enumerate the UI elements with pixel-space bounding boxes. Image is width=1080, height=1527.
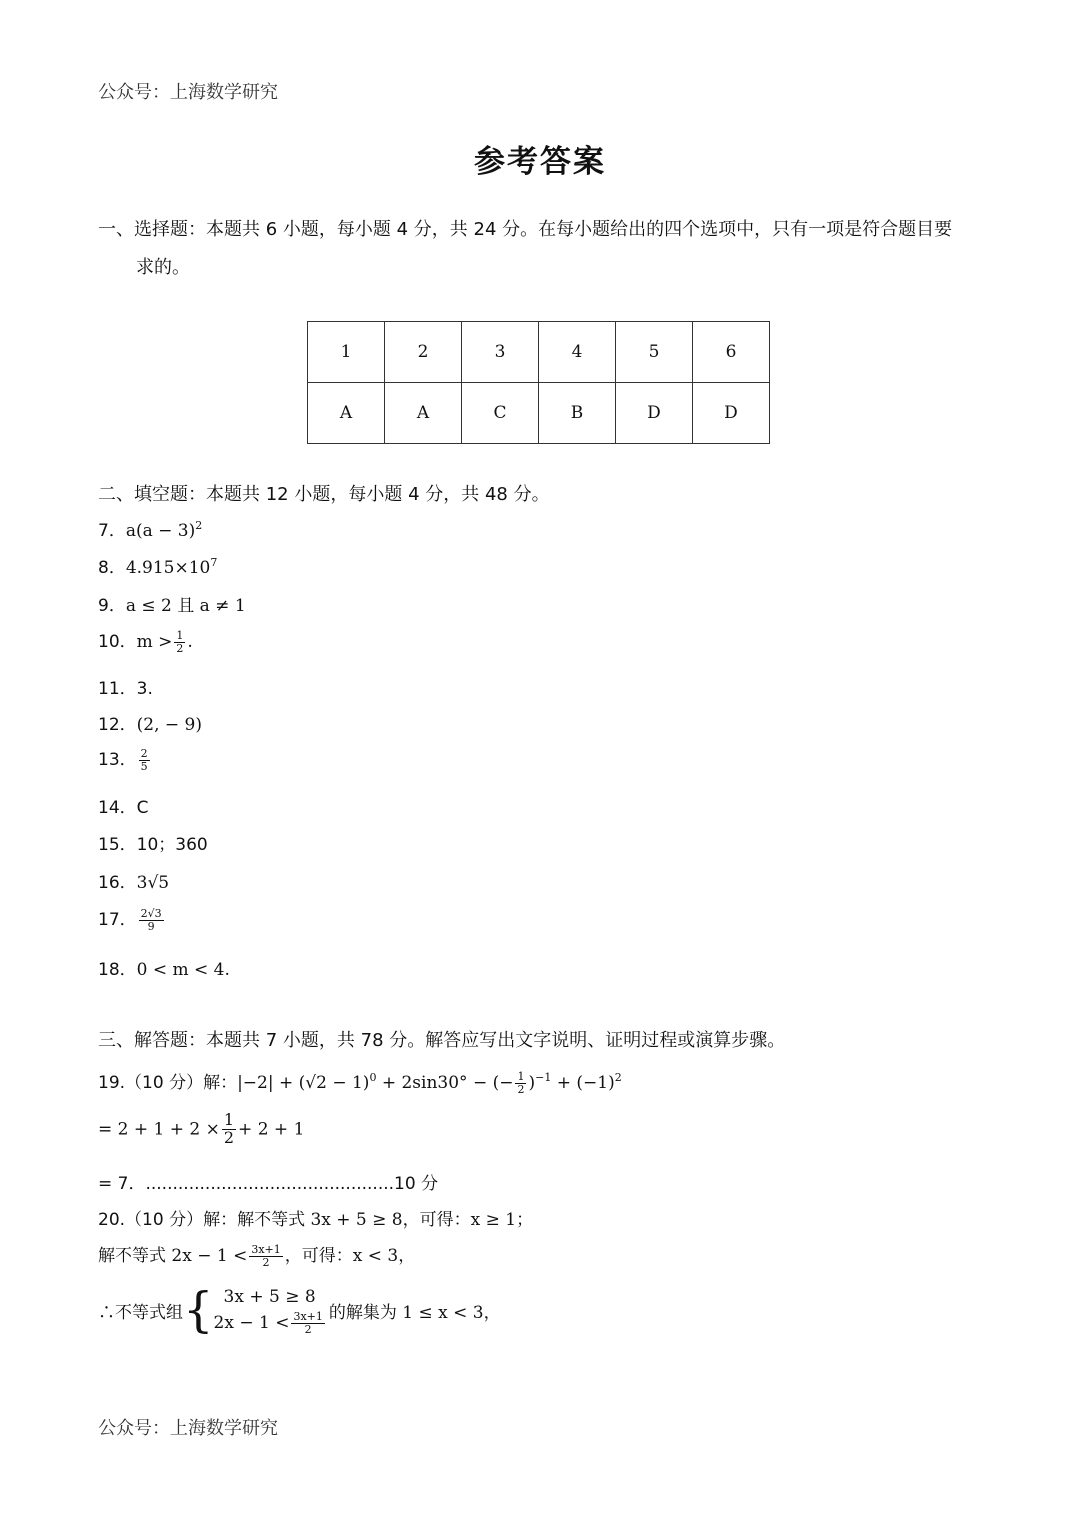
dot-leader: .............................................. <box>145 1174 395 1194</box>
left-brace-icon: { <box>183 1282 214 1338</box>
q19-label: 19.（10 分）解： <box>98 1073 238 1093</box>
score-text: 10 分 <box>394 1174 439 1194</box>
question-number: 17． <box>98 910 137 930</box>
table-cell-answer: B <box>539 383 616 444</box>
answer-q13 <box>98 745 152 772</box>
fraction-numerator: 1 <box>223 1110 235 1129</box>
answer-q7 <box>98 516 202 541</box>
answer-table <box>307 321 770 444</box>
answer-q9 <box>98 591 246 616</box>
fraction-numerator: 2√3 <box>140 906 162 920</box>
fraction <box>139 748 150 772</box>
answer-q11 <box>98 674 153 699</box>
question-number: 16． <box>98 873 137 893</box>
answer-q12 <box>98 710 202 735</box>
question-number: 11． <box>98 679 137 699</box>
conclusion-text: 的解集为 1 ≤ x < 3， <box>328 1302 501 1323</box>
q20-line-1 <box>98 1205 533 1230</box>
answer-value: a(a − 3) <box>125 521 196 541</box>
fraction-numerator: 3x+1 <box>251 1242 281 1256</box>
exponent: 2 <box>614 1071 622 1084</box>
exponent: −1 <box>535 1071 552 1084</box>
answer-q15 <box>98 830 208 855</box>
question-number: 9． <box>98 596 126 616</box>
question-number: 12． <box>98 715 137 735</box>
q20-text: 解不等式 3x + 5 ≥ 8，可得：x ≥ 1； <box>237 1210 534 1230</box>
fraction <box>249 1244 282 1268</box>
page-header: 公众号：上海数学研究 <box>98 82 278 103</box>
inequality-system <box>214 1284 327 1336</box>
question-number: 14． <box>98 798 137 818</box>
answer-q8 <box>98 553 217 578</box>
fraction-denominator: 2 <box>223 1127 235 1147</box>
q19-line <box>98 1068 622 1095</box>
exponent: 0 <box>369 1071 377 1084</box>
question-number: 7． <box>98 521 126 541</box>
fraction-denominator: 9 <box>147 919 155 933</box>
section-1-heading-cont: 求的。 <box>136 257 190 278</box>
question-number: 10． <box>98 632 137 652</box>
q20-system <box>98 1284 501 1336</box>
answer-value: 0 < m < 4. <box>136 960 230 980</box>
table-cell-number: 1 <box>308 322 385 383</box>
table-cell-number: 5 <box>616 322 693 383</box>
answer-table-answer-row <box>308 383 770 444</box>
answer-q16 <box>98 868 169 893</box>
q19-step-1 <box>98 1112 304 1147</box>
answer-tail: . <box>187 632 193 652</box>
answer-value: 4.915×10 <box>125 558 211 578</box>
answer-value: 10；360 <box>136 835 208 855</box>
q19-term-3: ) <box>528 1073 536 1093</box>
fraction <box>515 1071 526 1095</box>
inequality-2 <box>214 1310 327 1336</box>
answer-q10 <box>98 627 193 654</box>
inequality-2-left: 2x − 1 < <box>213 1313 290 1333</box>
page-title: 参考答案 <box>474 144 606 180</box>
table-cell-number: 3 <box>462 322 539 383</box>
fraction <box>139 908 164 932</box>
table-cell-answer: D <box>693 383 770 444</box>
question-number: 15． <box>98 835 137 855</box>
section-1-heading: 一、选择题：本题共 6 小题，每小题 4 分，共 24 分。在每小题给出的四个选项中，只有一项是符合题目要 <box>98 219 953 240</box>
table-cell-number: 6 <box>693 322 770 383</box>
table-cell-answer: A <box>385 383 462 444</box>
table-cell-answer: A <box>308 383 385 444</box>
answer-table-number-row <box>308 322 770 383</box>
step-text: = 2 + 1 + 2 × <box>98 1119 220 1140</box>
table-cell-number: 4 <box>539 322 616 383</box>
question-number: 18． <box>98 960 137 980</box>
step-text: + 2 + 1 <box>238 1119 305 1140</box>
q19-step-2 <box>98 1169 438 1194</box>
q19-term-2: + 2sin30° − (− <box>376 1073 514 1093</box>
fraction-denominator: 2 <box>176 641 184 655</box>
fraction-denominator: 2 <box>262 1255 270 1269</box>
question-number: 8． <box>98 558 126 578</box>
fraction-numerator: 3x+1 <box>293 1309 323 1323</box>
table-cell-answer: D <box>616 383 693 444</box>
fraction <box>174 630 185 654</box>
exponent: 7 <box>210 556 218 569</box>
section-3-heading: 三、解答题：本题共 7 小题，共 78 分。解答应写出文字说明、证明过程或演算步骤。 <box>98 1030 786 1051</box>
q20-line-2 <box>98 1241 415 1268</box>
table-cell-answer: C <box>462 383 539 444</box>
answer-q18 <box>98 955 230 980</box>
fraction <box>291 1311 324 1335</box>
answer-value: (2, − 9) <box>136 715 202 735</box>
table-cell-number: 2 <box>385 322 462 383</box>
answer-value: m > <box>136 632 173 652</box>
q20-text: ，可得：x < 3， <box>284 1246 416 1266</box>
therefore-text: ∴不等式组 <box>98 1302 183 1323</box>
answer-value: 3. <box>136 679 153 699</box>
question-number: 13． <box>98 750 137 770</box>
fraction <box>222 1112 236 1147</box>
q20-text: 解不等式 2x − 1 < <box>98 1246 248 1266</box>
section-2-heading: 二、填空题：本题共 12 小题，每小题 4 分，共 48 分。 <box>98 484 550 505</box>
page-footer: 公众号：上海数学研究 <box>98 1418 278 1439</box>
fraction-denominator: 5 <box>140 759 148 773</box>
step-text: = 7． <box>98 1174 146 1194</box>
inequality-1: 3x + 5 ≥ 8 <box>223 1287 316 1307</box>
fraction-numerator: 1 <box>517 1069 525 1083</box>
q19-term-4: + (−1) <box>551 1073 615 1093</box>
exponent: 2 <box>195 519 203 532</box>
answer-value: C <box>136 798 149 818</box>
fraction-numerator: 2 <box>140 746 148 760</box>
answer-value: a ≤ 2 且 a ≠ 1 <box>125 596 246 616</box>
answer-q14 <box>98 793 149 818</box>
fraction-numerator: 1 <box>176 628 184 642</box>
fraction-denominator: 2 <box>304 1322 312 1336</box>
q19-term-1: |−2| + (√2 − 1) <box>237 1073 370 1093</box>
answer-value: 3√5 <box>136 873 170 893</box>
answer-q17 <box>98 905 166 932</box>
fraction-denominator: 2 <box>517 1082 525 1096</box>
q20-label: 20.（10 分）解： <box>98 1210 238 1230</box>
